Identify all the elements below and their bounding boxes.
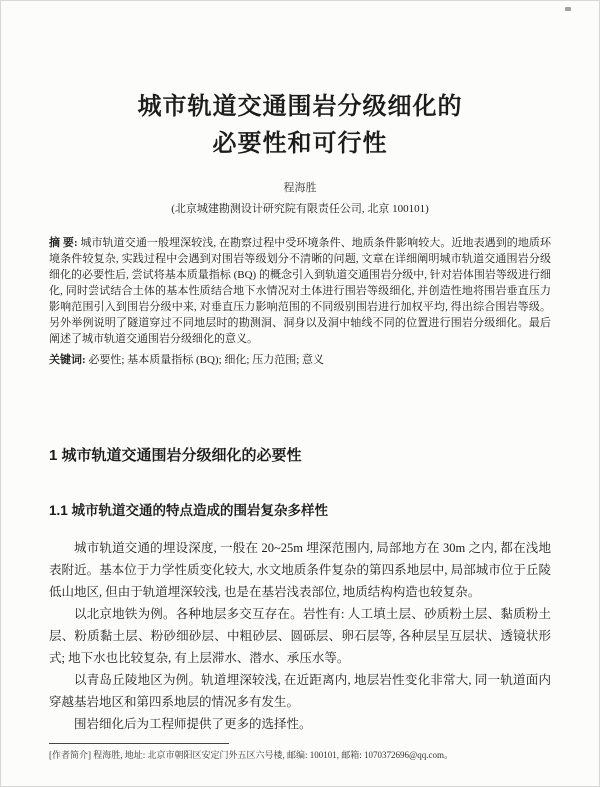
paper-title-line2: 必要性和可行性 (212, 131, 388, 157)
body-paragraph-2: 以北京地铁为例。各种地层多交互存在。岩性有: 人工填土层、砂质粉土层、黏质粉土层、粉质黏土层、粉砂细砂层、中粗砂层、圆砾层、卵石层等, 各种层呈互层状、透镜状形式; 地下水也比较复杂, 有上层滞水、潜水、承压水等。 (49, 607, 551, 665)
author-name: 程海胜 (283, 182, 317, 194)
body-paragraph-1: 城市轨道交通的埋设深度, 一般在 20~25m 埋深范围内, 局部地方在 30m 之内, 都在浅地表附近。基本位于力学性质变化较大, 水文地质条件复杂的第四系地层中, 局部城市位于丘陵低山地区, 但由于轨道埋深较浅, 也是在基岩浅表部位, 地质结构构造也较复杂。 (49, 541, 551, 599)
author-affiliation: (北京城建勘测设计研究院有限责任公司, 北京 100101) (171, 203, 429, 215)
scan-artifact (565, 7, 571, 11)
abstract-paragraph (49, 235, 551, 347)
abstract-label: 摘 要: (49, 237, 78, 249)
section-heading-1-1: 1.1 城市轨道交通的特点造成的围岩复杂多样性 (49, 503, 329, 518)
abstract-text: 城市轨道交通一般埋深较浅, 在勘察过程中受环境条件、地质条件影响较大。近地表遇到的地质环境条件较复杂, 实践过程中会遇到对围岩等级划分不清晰的问题, 文章在详细阐明城市轨道交通围岩分级细化的必要性后, 尝试将基本质量指标 (BQ) 的概念引入到轨道交通围岩分级中, 针对岩体围岩等级进行细化, 同时尝试结合土体的基本性质结合地下水情况对土体进行围岩等级细化, 并创造性地将围岩垂直压力影响范围引入到围岩分级中来, 对垂直压力影响范围的不同级别围岩进行加权平均, 得出综合围岩等级。另外举例说明了隧道穿过不同地层时的勘测洞、洞身以及洞中轴线不同的位置进行围岩分级细化。最后阐述了城市轨道交通围岩分级细化的意义。 (49, 237, 552, 345)
footnote-divider (49, 743, 229, 744)
body-paragraph-3: 以青岛丘陵地区为例。轨道埋深较浅, 在近距离内, 地层岩性变化非常大, 同一轨道面内穿越基岩地区和第四系地层的情况多有发生。 (49, 673, 551, 709)
keywords-text: 必要性; 基本质量指标 (BQ); 细化; 压力范围; 意义 (88, 354, 325, 366)
section-heading-1: 1 城市轨道交通围岩分级细化的必要性 (49, 447, 302, 464)
paper-title (51, 89, 549, 163)
body-text (49, 537, 551, 735)
paper-title-line1: 城市轨道交通围岩分级细化的 (137, 94, 463, 120)
abstract-block (49, 235, 551, 368)
keywords-label: 关键词: (49, 354, 86, 366)
keywords-line (49, 352, 551, 368)
author-bio-footnote: [作者简介] 程海胜, 地址: 北京市朝阳区安定门外五区六号楼, 邮编: 100101, 邮箱: 1070372696@qq.com。 (49, 750, 454, 760)
body-paragraph-4: 围岩细化后为工程师提供了更多的选择性。 (74, 717, 312, 731)
